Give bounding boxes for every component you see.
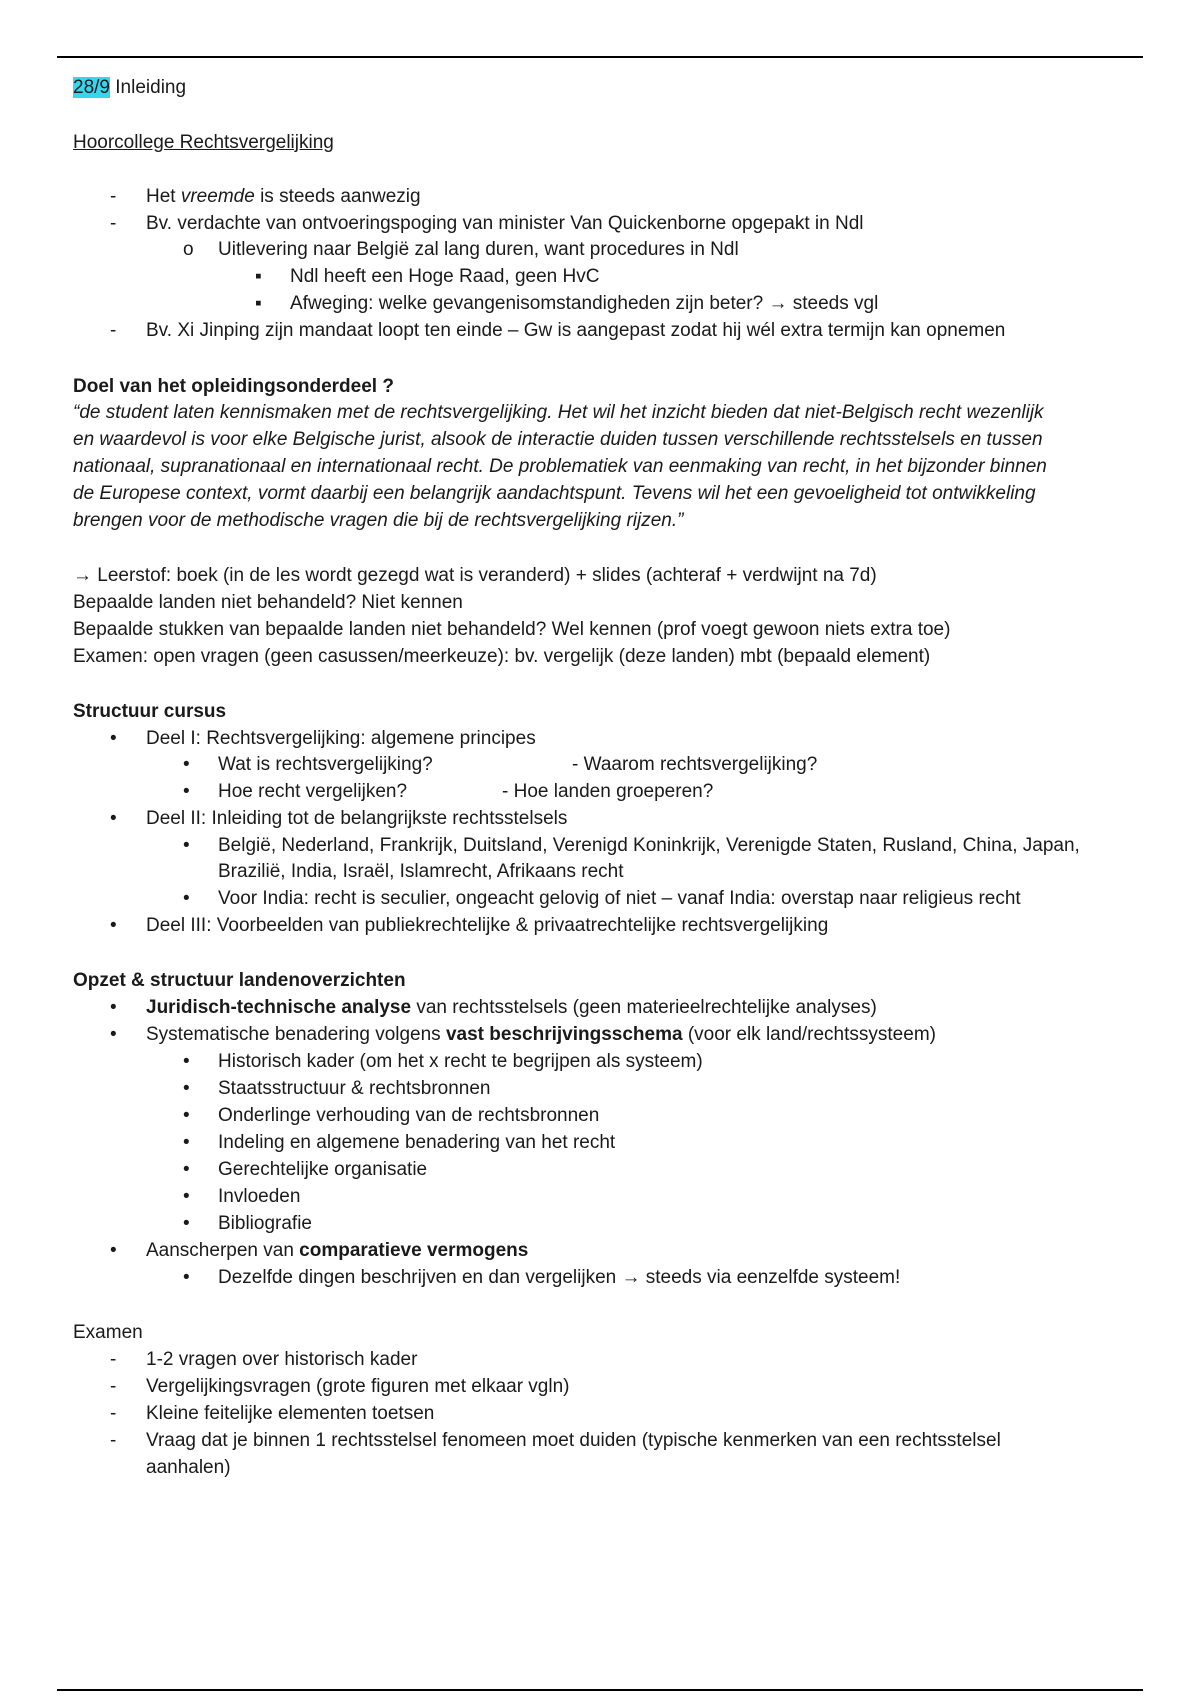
dash-marker: - (110, 1349, 117, 1370)
bullet-marker: • (183, 888, 190, 909)
bullet-marker: • (183, 1186, 190, 1207)
list-item: Gerechtelijke organisatie (218, 1159, 428, 1180)
bullet-marker: • (110, 1240, 117, 1261)
top-rule (57, 56, 1143, 58)
quote-line: “de student laten kennismaken met de rechtsvergelijking. Het wil het inzicht bieden dat niet-Belgisch recht wezenlijk (73, 402, 1044, 423)
heading-title: Inleiding (115, 77, 187, 98)
bullet-marker: • (110, 808, 117, 829)
list-item: Bv. verdachte van ontvoeringspoging van minister Van Quickenborne opgepakt in Ndl (146, 213, 864, 234)
list-item: Hoe recht vergelijken? (218, 781, 408, 802)
list-item: Deel III: Voorbeelden van publiekrechtelijke & privaatrechtelijke rechtsvergelijking (146, 915, 829, 936)
list-item: Aanscherpen van comparatieve vermogens (146, 1240, 529, 1261)
list-item: Uitlevering naar België zal lang duren, want procedures in Ndl (218, 239, 739, 260)
list-item: Dezelfde dingen beschrijven en dan vergelijken → steeds via eenzelfde systeem! (218, 1267, 901, 1288)
list-item: Systematische benadering volgens vast beschrijvingsschema (voor elk land/rechtssysteem) (146, 1024, 936, 1045)
date-highlight: 28/9 (73, 77, 110, 98)
list-item: Bv. Xi Jinping zijn mandaat loopt ten einde – Gw is aangepast zodat hij wél extra termijn kan opnemen (146, 320, 1006, 341)
bullet-marker: • (110, 997, 117, 1018)
bullet-marker: • (183, 1213, 190, 1234)
bullet-marker: • (183, 835, 190, 856)
list-item: Staatsstructuur & rechtsbronnen (218, 1078, 491, 1099)
list-item: Bibliografie (218, 1213, 312, 1234)
list-item: Deel I: Rechtsvergelijking: algemene principes (146, 728, 536, 749)
list-item: Vergelijkingsvragen (grote figuren met elkaar vgln) (146, 1376, 570, 1397)
bullet-marker: • (183, 1078, 190, 1099)
list-item: Kleine feitelijke elementen toetsen (146, 1403, 435, 1424)
circle-marker: o (183, 239, 194, 260)
list-item: België, Nederland, Frankrijk, Duitsland, Verenigd Koninkrijk, Verenigde Staten, Rusland, China, Japan, (218, 835, 1080, 856)
dash-marker: - (110, 186, 117, 207)
list-item: Deel II: Inleiding tot de belangrijkste rechtsstelsels (146, 808, 568, 829)
info-line: Bepaalde stukken van bepaalde landen niet behandeld? Wel kennen (prof voegt gewoon niets extra toe) (73, 619, 951, 640)
section-title-examen: Examen (73, 1322, 143, 1343)
bullet-marker: • (183, 781, 190, 802)
bullet-marker: • (183, 1132, 190, 1153)
list-item: Invloeden (218, 1186, 301, 1207)
dash-marker: - (110, 1403, 117, 1424)
bullet-marker: • (183, 1159, 190, 1180)
list-item: Afweging: welke gevangenisomstandigheden zijn beter? → steeds vgl (290, 293, 879, 314)
quote-line: nationaal, supranationaal en internationaal recht. De problematiek van eenmaking van recht, in het bijzonder binnen (73, 456, 1047, 477)
bullet-marker: • (183, 1051, 190, 1072)
list-item: 1-2 vragen over historisch kader (146, 1349, 418, 1370)
dash-marker: - (110, 1376, 117, 1397)
quote-line: en waardevol is voor elke Belgische jurist, alsook de interactie duiden tussen verschillende rechtsstelsels en tussen (73, 429, 1043, 450)
dash-marker: - (110, 213, 117, 234)
bullet-marker: • (183, 754, 190, 775)
dash-marker: - (110, 320, 117, 341)
list-item: Juridisch-technische analyse van rechtsstelsels (geen materieelrechtelijke analyses) (146, 997, 877, 1018)
bullet-marker: • (183, 1105, 190, 1126)
leerstof-line: → Leerstof: boek (in de les wordt gezegd wat is veranderd) + slides (achteraf + verdwijnt na 7d) (73, 565, 877, 586)
page-heading (73, 75, 186, 101)
bullet-marker: • (110, 728, 117, 749)
list-item-continuation: aanhalen) (146, 1457, 231, 1478)
bullet-marker: • (110, 1024, 117, 1045)
section-title-structuur: Structuur cursus (73, 701, 227, 722)
list-item: Vraag dat je binnen 1 rechtsstelsel fenomeen moet duiden (typische kenmerken van een rechtsstelsel (146, 1430, 1001, 1451)
list-item: Wat is rechtsvergelijking? (218, 754, 433, 775)
list-item: - Waarom rechtsvergelijking? (572, 754, 818, 775)
bullet-marker: • (110, 915, 117, 936)
square-marker: ▪ (255, 266, 262, 287)
quote-line: de Europese context, vormt daarbij een belangrijk aandachtspunt. Tevens wil het een gevoeligheid tot ontwikkeling (73, 483, 1036, 504)
list-item: Indeling en algemene benadering van het recht (218, 1132, 616, 1153)
list-item: Onderlinge verhouding van de rechtsbronnen (218, 1105, 600, 1126)
bullet-marker: • (183, 1267, 190, 1288)
dash-marker: - (110, 1430, 117, 1451)
bottom-rule (57, 1689, 1143, 1691)
list-item: Voor India: recht is seculier, ongeacht gelovig of niet – vanaf India: overstap naar religieus recht (218, 888, 1021, 909)
info-line: Bepaalde landen niet behandeld? Niet kennen (73, 592, 463, 613)
section-title-opzet: Opzet & structuur landenoverzichten (73, 970, 406, 991)
list-item: - Hoe landen groeperen? (502, 781, 714, 802)
square-marker: ▪ (255, 293, 262, 314)
list-item: Het vreemde is steeds aanwezig (146, 186, 421, 207)
list-item: Historisch kader (om het x recht te begrijpen als systeem) (218, 1051, 703, 1072)
list-item-continuation: Brazilië, India, Israël, Islamrecht, Afrikaans recht (218, 861, 624, 882)
section-title-hoorcollege: Hoorcollege Rechtsvergelijking (73, 132, 334, 153)
quote-line: brengen voor de methodische vragen die bij de rechtsvergelijking rijzen.” (73, 510, 684, 531)
info-line: Examen: open vragen (geen casussen/meerkeuze): bv. vergelijk (deze landen) mbt (bepaald element) (73, 646, 931, 667)
list-item: Ndl heeft een Hoge Raad, geen HvC (290, 266, 600, 287)
section-title-doel: Doel van het opleidingsonderdeel ? (73, 376, 394, 397)
